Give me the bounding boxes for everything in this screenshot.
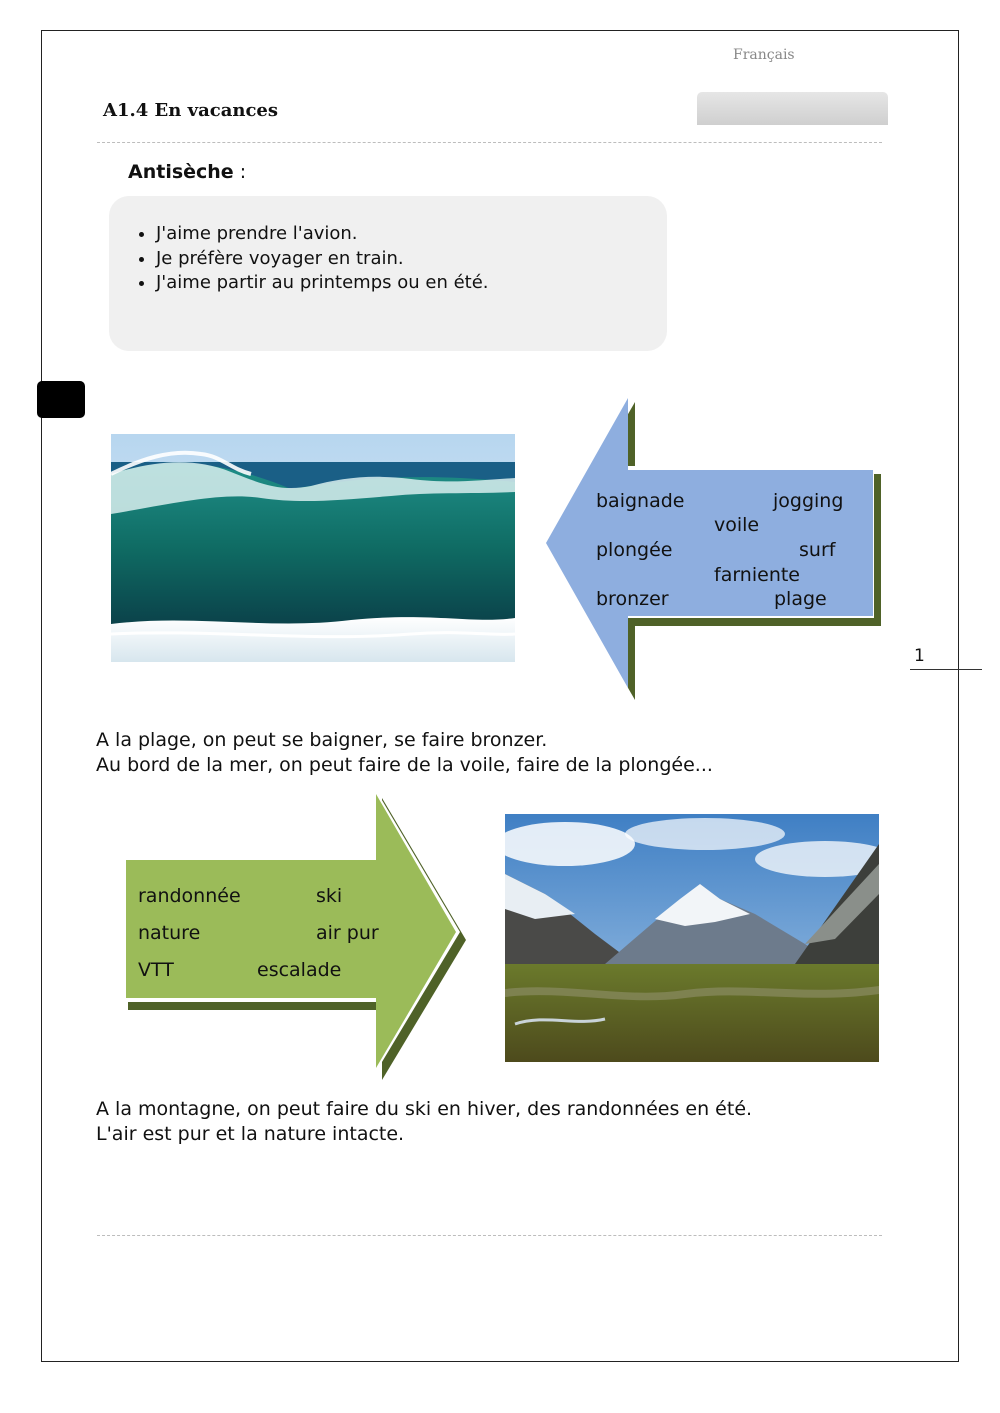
page-title: A1.4 En vacances (103, 100, 278, 121)
mountain-sentence: L'air est pur et la nature intacte. (96, 1123, 405, 1145)
sea-paragraph (96, 728, 713, 778)
language-label: Français (733, 47, 795, 63)
audio-button[interactable] (37, 381, 85, 418)
sea-word: voile (714, 514, 760, 536)
bottom-divider (97, 1235, 882, 1236)
cheat-sheet-title: Antisèche (128, 161, 234, 183)
cheat-sheet-item: • J'aime prendre l'avion. (156, 222, 489, 247)
cheat-sheet-list (109, 222, 489, 296)
sea-word: jogging (773, 490, 844, 512)
sea-sentence: A la plage, on peut se baigner, se faire bronzer. (96, 729, 548, 751)
mountain-sentence: A la montagne, on peut faire du ski en hiver, des randonnées en été. (96, 1098, 753, 1120)
mountain-image (505, 814, 879, 1062)
top-divider (97, 142, 882, 143)
mountain-word: randonnée (138, 885, 241, 907)
sea-word: farniente (714, 564, 801, 586)
wave-image (111, 434, 515, 662)
mountain-word: nature (138, 922, 201, 944)
sea-word: baignade (596, 490, 685, 512)
sea-sentence: Au bord de la mer, on peut faire de la voile, faire de la plongée... (96, 754, 713, 776)
cheat-sheet-heading (128, 161, 246, 183)
mountain-paragraph (96, 1097, 752, 1147)
cheat-sheet-item: • J'aime partir au printemps ou en été. (156, 271, 489, 296)
mountain-word: air pur (316, 922, 379, 944)
sea-word: plage (774, 588, 827, 610)
mountain-word: escalade (257, 959, 342, 981)
sea-word: plongée (596, 539, 673, 561)
mountain-word: ski (316, 885, 343, 907)
sea-word: bronzer (596, 588, 669, 610)
cheat-sheet-item: • Je préfère voyager en train. (156, 247, 489, 272)
name-field[interactable] (697, 92, 888, 125)
cheat-sheet-box (109, 196, 667, 351)
cheat-sheet-colon: : (239, 161, 247, 183)
mountain-word: VTT (138, 959, 174, 981)
page-number: 1 (914, 646, 925, 666)
sea-word: surf (799, 539, 836, 561)
page-number-line (910, 669, 982, 670)
